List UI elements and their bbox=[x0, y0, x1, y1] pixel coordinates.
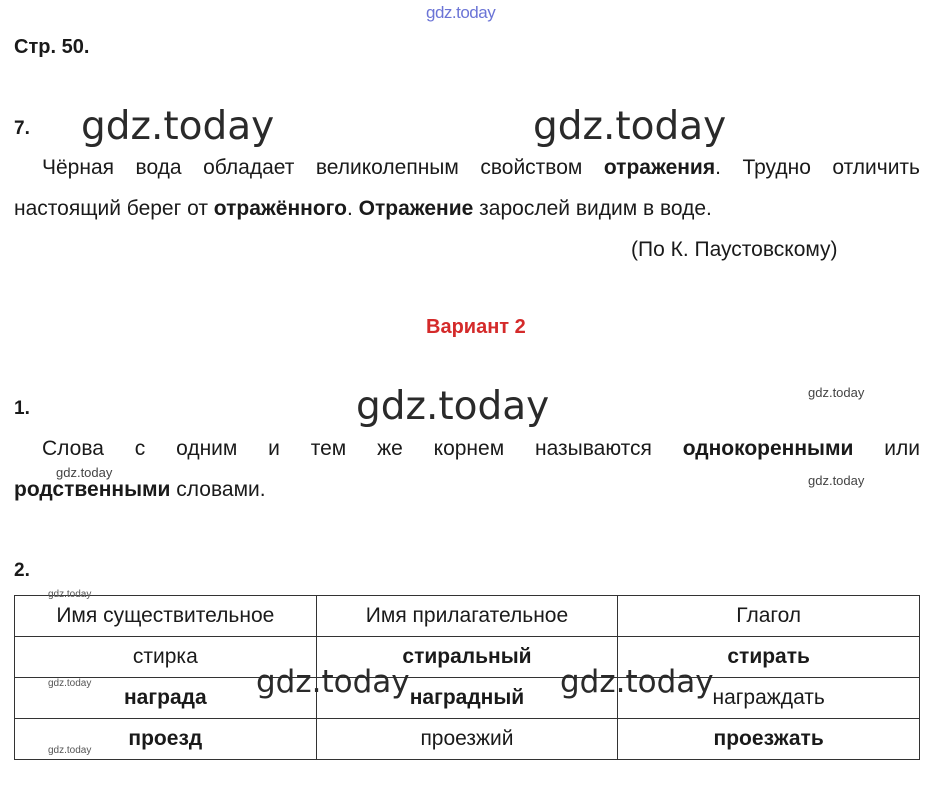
text: Слова с одним и тем же корнем называются bbox=[42, 437, 683, 460]
watermark-big: gdz.today bbox=[256, 664, 410, 700]
bold-word: однокоренными bbox=[682, 437, 854, 460]
watermark-small: gdz.today bbox=[56, 465, 113, 480]
watermark-small: gdz.today bbox=[48, 589, 92, 600]
text: словами. bbox=[170, 478, 266, 501]
bold-word: отражения bbox=[603, 156, 716, 179]
word-table bbox=[14, 595, 920, 760]
task7-line2 bbox=[14, 188, 712, 229]
table-cell: стирать bbox=[618, 637, 920, 678]
task7-line1 bbox=[42, 147, 920, 188]
task1-line2 bbox=[14, 469, 266, 510]
bold-word: отражённого bbox=[213, 197, 347, 220]
table-cell: награждать bbox=[618, 678, 920, 719]
table-cell: награда bbox=[15, 678, 317, 719]
source-attribution: (По К. Паустовскому) bbox=[631, 238, 838, 261]
task-number: 7. bbox=[14, 118, 30, 139]
page-title: Стр. 50. bbox=[14, 36, 90, 58]
table-row bbox=[15, 678, 920, 719]
text: . Трудно отличить bbox=[715, 156, 920, 179]
table-row bbox=[15, 719, 920, 760]
table-row bbox=[15, 637, 920, 678]
watermark-small: gdz.today bbox=[48, 678, 92, 689]
watermark-top: gdz.today bbox=[426, 3, 496, 22]
table-cell: проезжий bbox=[316, 719, 618, 760]
task1-line1 bbox=[42, 428, 920, 469]
task-number: 1. bbox=[14, 398, 30, 419]
watermark-small: gdz.today bbox=[48, 745, 92, 756]
bold-word: Отражение bbox=[358, 197, 474, 220]
watermark-small: gdz.today bbox=[808, 473, 865, 488]
task-number: 2. bbox=[14, 560, 30, 581]
watermark-big: gdz.today bbox=[560, 664, 714, 700]
table-header-cell: Имя существительное bbox=[15, 596, 317, 637]
table-cell: наградный bbox=[316, 678, 618, 719]
table-cell: проезд bbox=[15, 719, 317, 760]
text: настоящий берег от bbox=[14, 197, 214, 220]
text: . bbox=[346, 197, 359, 220]
variant-title: Вариант 2 bbox=[426, 316, 526, 338]
watermark-small: gdz.today bbox=[808, 385, 865, 400]
table-header-cell: Глагол bbox=[618, 596, 920, 637]
watermark-big: gdz.today bbox=[81, 104, 275, 149]
bold-word: родственными bbox=[14, 478, 171, 501]
table-cell: проезжать bbox=[618, 719, 920, 760]
table-header-row bbox=[15, 596, 920, 637]
table-header-cell: Имя прилагательное bbox=[316, 596, 618, 637]
text: Чёрная вода обладает великолепным свойством bbox=[42, 156, 604, 179]
table-cell: стиральный bbox=[316, 637, 618, 678]
text: или bbox=[853, 437, 920, 460]
watermark-big: gdz.today bbox=[533, 104, 727, 149]
text: зарослей видим в воде. bbox=[473, 197, 712, 220]
watermark-big: gdz.today bbox=[356, 384, 550, 429]
table-cell: стирка bbox=[15, 637, 317, 678]
